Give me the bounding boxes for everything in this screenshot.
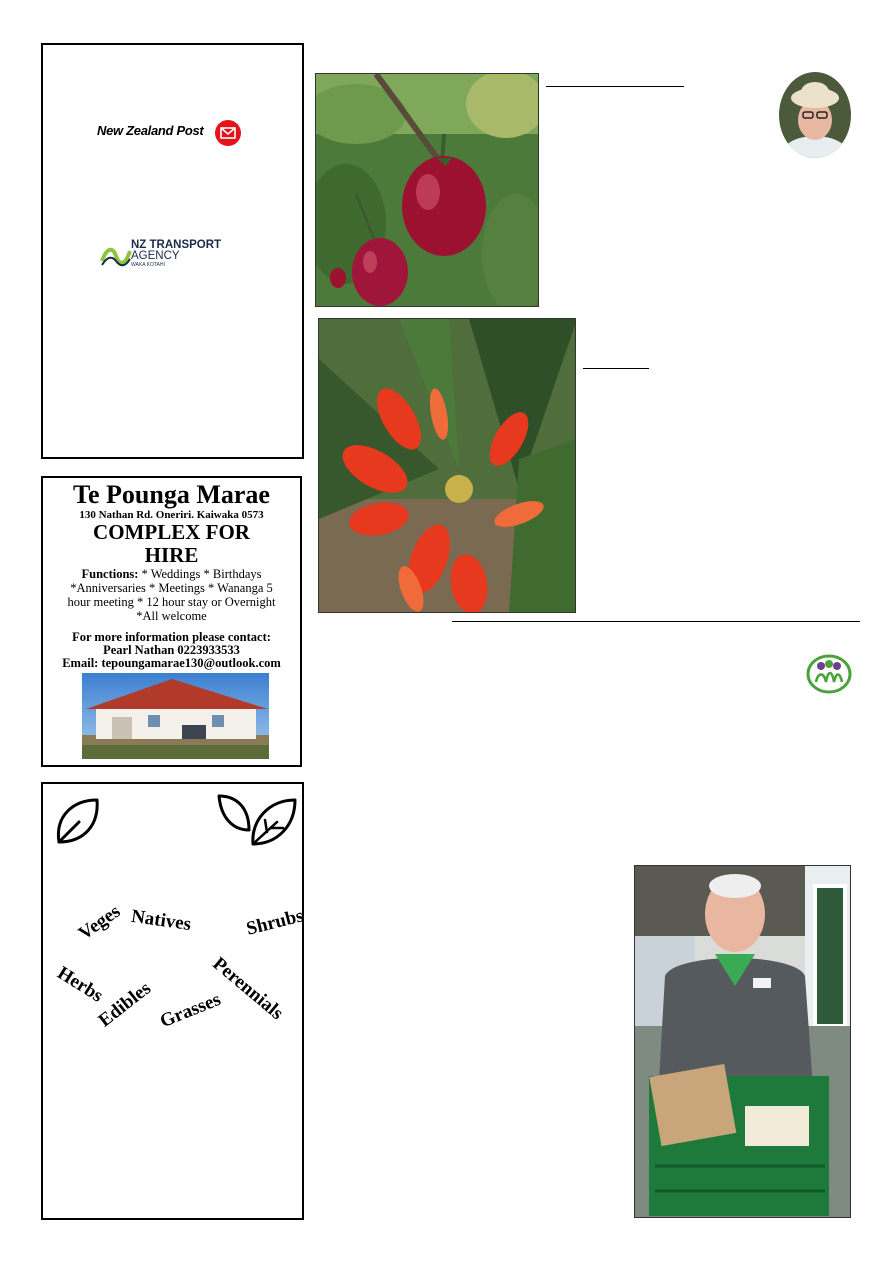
nzta-wave-icon	[99, 239, 133, 273]
nursery-ad	[41, 782, 304, 1220]
marae-contact-name: Pearl Nathan 0223933533	[103, 643, 240, 657]
nursery-word-herbs: Herbs	[53, 962, 107, 1007]
nzpost-logo	[97, 119, 257, 147]
marae-contact	[43, 631, 300, 670]
marae-functions-label: Functions:	[81, 567, 139, 581]
tamarillo-heading-underline	[546, 86, 684, 87]
tamarillo-photo	[315, 73, 539, 307]
marae-headline-2: HIRE	[144, 543, 199, 567]
nursery-word-edibles: Edibles	[94, 977, 155, 1032]
marae-address: 130 Nathan Rd. Oneriri. Kaiwaka 0573	[79, 509, 264, 521]
nzta-logo	[99, 239, 239, 279]
marae-functions	[43, 567, 300, 623]
clivia-heading-underline	[583, 368, 649, 369]
marae-functions-text-3: hour meeting * 12 hour stay or Overnight	[67, 595, 276, 609]
marae-functions-text-2: *Anniversaries * Meetings * Wananga 5	[70, 581, 273, 595]
marae-functions-text-4: *All welcome	[136, 609, 207, 623]
clivia-photo	[318, 318, 576, 613]
nzta-logo-line3: WAKA KOTAHI	[131, 262, 165, 268]
nzpost-logo-text: New Zealand Post	[97, 123, 204, 138]
marae-headline-1: COMPLEX FOR	[93, 520, 250, 544]
marae-contact-email: Email: tepoungamarae130@outlook.com	[62, 656, 281, 670]
double-leaf-icon	[215, 790, 299, 848]
portrait-photo	[779, 72, 851, 158]
nursery-word-shrubs: Shrubs	[244, 905, 306, 940]
marae-contact-heading: For more information please contact:	[72, 630, 271, 644]
marae-hire-ad	[41, 476, 302, 767]
nzpost-envelope-icon	[214, 119, 242, 147]
nursery-word-natives: Natives	[129, 905, 193, 936]
marae-title: Te Pounga Marae	[73, 480, 270, 509]
nzta-logo-line2: AGENCY	[131, 250, 180, 262]
marae-functions-text-1: * Weddings * Birthdays	[138, 567, 262, 581]
section-divider	[452, 621, 860, 622]
nursery-word-veges: Veges	[74, 900, 125, 945]
marae-building-photo	[82, 673, 269, 759]
leaf-icon	[53, 796, 103, 848]
nzta-logo-line1: NZ TRANSPORT	[131, 239, 222, 251]
nursery-word-grasses: Grasses	[157, 988, 224, 1033]
nzpost-agency-ad	[41, 43, 304, 459]
community-logo-icon	[806, 654, 852, 694]
nursery-word-perennials: Perennials	[208, 953, 288, 1025]
volunteer-photo	[634, 865, 851, 1218]
